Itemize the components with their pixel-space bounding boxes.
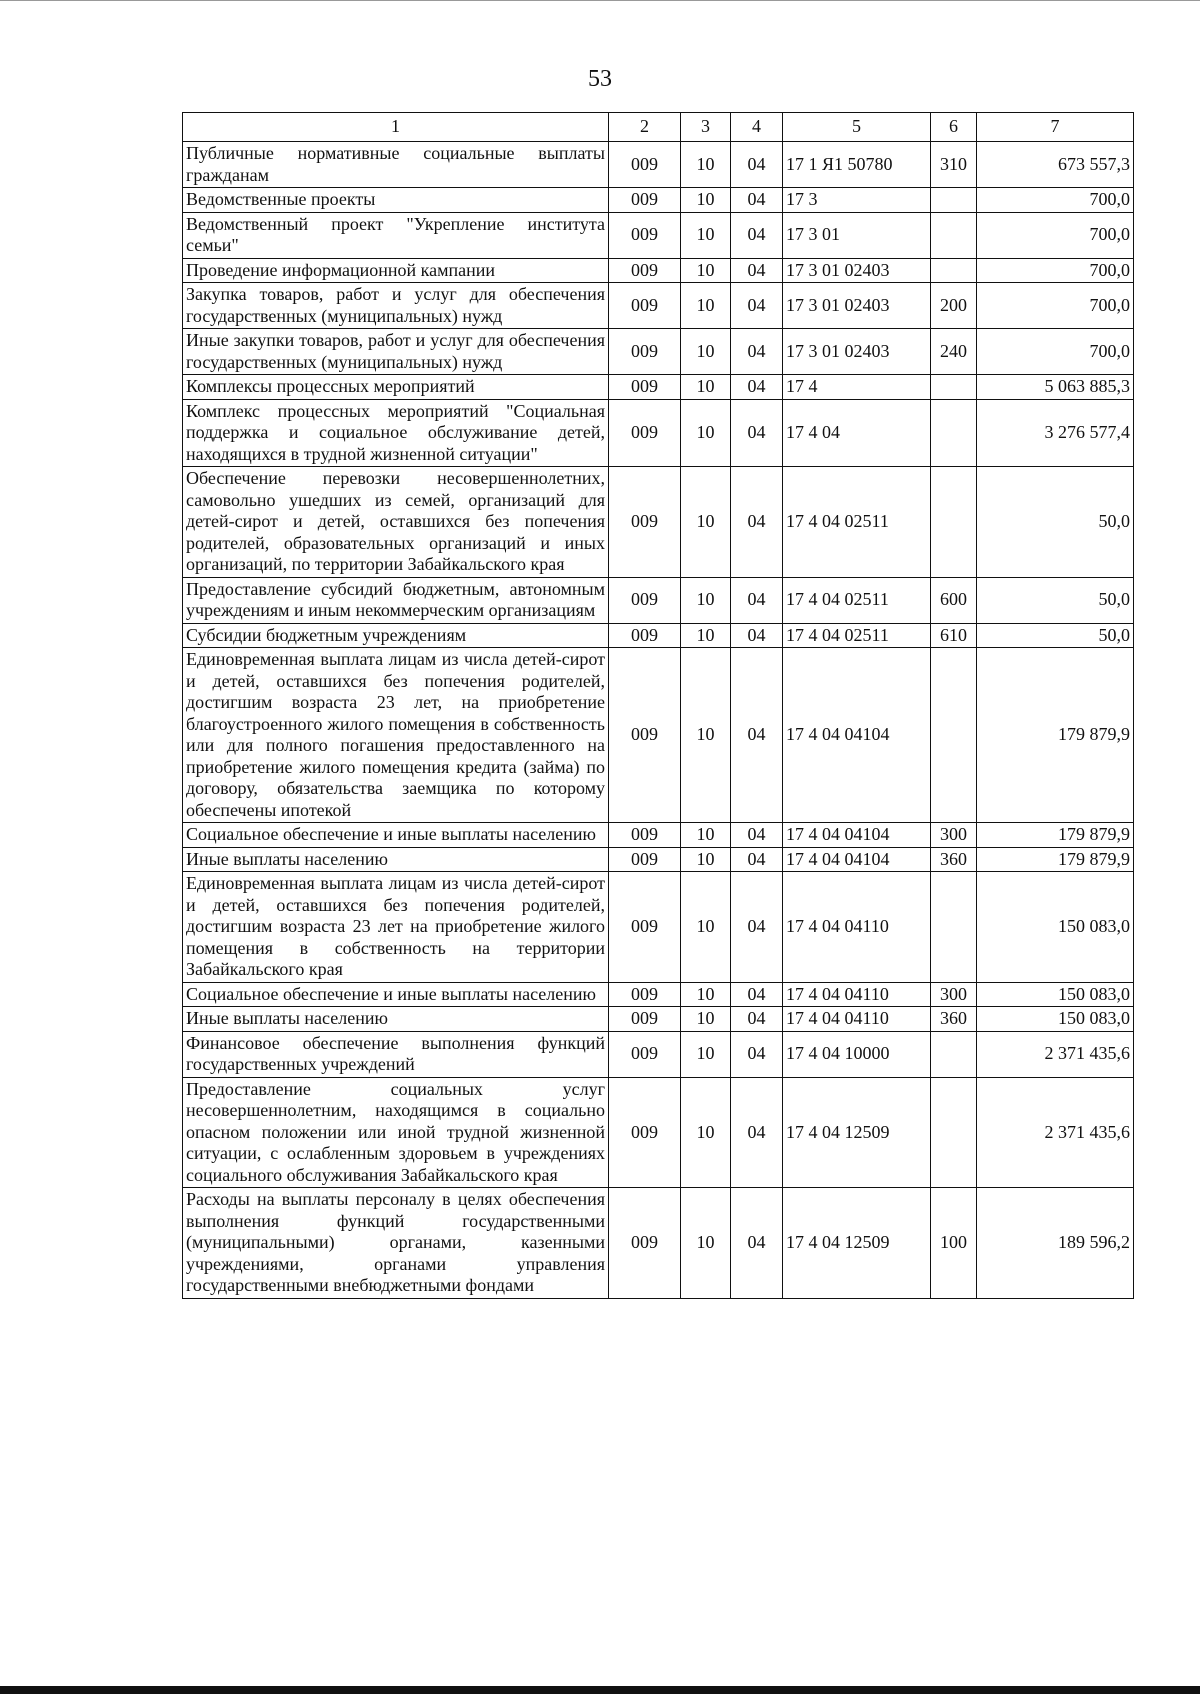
row-target-article: 17 4 04 04110 [783, 1007, 931, 1032]
row-expense-type: 100 [931, 1188, 977, 1299]
header-col-4: 4 [731, 113, 783, 142]
table-row [183, 1077, 1134, 1188]
row-section: 10 [681, 577, 731, 623]
row-expense-type: 300 [931, 982, 977, 1007]
scan-edge-top [0, 0, 1200, 1]
row-section: 10 [681, 847, 731, 872]
row-name: Публичные нормативные социальные выплаты гражданам [183, 142, 609, 188]
table-row [183, 872, 1134, 983]
row-subsection: 04 [731, 1031, 783, 1077]
header-row [183, 113, 1134, 142]
row-target-article: 17 3 01 [783, 212, 931, 258]
row-subsection: 04 [731, 623, 783, 648]
row-section: 10 [681, 1007, 731, 1032]
row-section: 10 [681, 283, 731, 329]
row-expense-type: 240 [931, 329, 977, 375]
row-name: Социальное обеспечение и иные выплаты населению [183, 823, 609, 848]
row-subsection: 04 [731, 872, 783, 983]
row-target-article: 17 4 04 [783, 399, 931, 467]
row-section: 10 [681, 329, 731, 375]
table-row [183, 623, 1134, 648]
row-ministry-code: 009 [609, 283, 681, 329]
row-target-article: 17 1 Я1 50780 [783, 142, 931, 188]
table-row [183, 1007, 1134, 1032]
row-section: 10 [681, 648, 731, 823]
row-expense-type [931, 212, 977, 258]
row-amount: 700,0 [977, 258, 1134, 283]
table-header [183, 113, 1134, 142]
row-target-article: 17 3 01 02403 [783, 258, 931, 283]
row-ministry-code: 009 [609, 329, 681, 375]
row-amount: 3 276 577,4 [977, 399, 1134, 467]
row-amount: 179 879,9 [977, 648, 1134, 823]
row-expense-type [931, 375, 977, 400]
row-amount: 50,0 [977, 623, 1134, 648]
row-expense-type [931, 188, 977, 213]
row-subsection: 04 [731, 375, 783, 400]
row-expense-type: 360 [931, 847, 977, 872]
row-section: 10 [681, 258, 731, 283]
table-row [183, 648, 1134, 823]
header-col-3: 3 [681, 113, 731, 142]
row-subsection: 04 [731, 142, 783, 188]
row-ministry-code: 009 [609, 375, 681, 400]
budget-table [182, 112, 1134, 1299]
row-ministry-code: 009 [609, 467, 681, 578]
row-section: 10 [681, 212, 731, 258]
row-target-article: 17 3 01 02403 [783, 283, 931, 329]
page-number: 53 [588, 66, 612, 92]
row-name: Ведомственные проекты [183, 188, 609, 213]
header-col-6: 6 [931, 113, 977, 142]
row-target-article: 17 4 04 02511 [783, 577, 931, 623]
row-expense-type [931, 1031, 977, 1077]
row-target-article: 17 3 [783, 188, 931, 213]
row-subsection: 04 [731, 982, 783, 1007]
row-section: 10 [681, 1188, 731, 1299]
table-row [183, 399, 1134, 467]
row-name: Иные выплаты населению [183, 1007, 609, 1032]
row-subsection: 04 [731, 212, 783, 258]
row-ministry-code: 009 [609, 188, 681, 213]
row-ministry-code: 009 [609, 982, 681, 1007]
scan-edge-bottom [0, 1686, 1200, 1694]
row-expense-type [931, 258, 977, 283]
row-subsection: 04 [731, 399, 783, 467]
row-amount: 150 083,0 [977, 982, 1134, 1007]
table-row [183, 1188, 1134, 1299]
row-target-article: 17 4 04 04104 [783, 648, 931, 823]
row-section: 10 [681, 872, 731, 983]
row-expense-type: 310 [931, 142, 977, 188]
row-ministry-code: 009 [609, 823, 681, 848]
header-col-1: 1 [183, 113, 609, 142]
row-amount: 5 063 885,3 [977, 375, 1134, 400]
row-subsection: 04 [731, 1007, 783, 1032]
header-col-2: 2 [609, 113, 681, 142]
row-expense-type [931, 1077, 977, 1188]
row-subsection: 04 [731, 648, 783, 823]
row-target-article: 17 4 04 10000 [783, 1031, 931, 1077]
row-subsection: 04 [731, 577, 783, 623]
row-section: 10 [681, 1077, 731, 1188]
row-name: Ведомственный проект "Укрепление института семьи" [183, 212, 609, 258]
row-section: 10 [681, 1031, 731, 1077]
row-name: Комплексы процессных мероприятий [183, 375, 609, 400]
row-name: Субсидии бюджетным учреждениям [183, 623, 609, 648]
row-target-article: 17 4 04 02511 [783, 467, 931, 578]
row-name: Единовременная выплата лицам из числа детей-сирот и детей, оставшихся без попечения родителей, достигшим возраста 23 лет на приобретение жилого помещения в собственность на территории Забайкальского края [183, 872, 609, 983]
row-ministry-code: 009 [609, 142, 681, 188]
row-name: Иные выплаты населению [183, 847, 609, 872]
row-name: Иные закупки товаров, работ и услуг для обеспечения государственных (муниципальных) нужд [183, 329, 609, 375]
row-name: Предоставление субсидий бюджетным, автономным учреждениям и иным некоммерческим организациям [183, 577, 609, 623]
row-amount: 673 557,3 [977, 142, 1134, 188]
row-expense-type: 300 [931, 823, 977, 848]
row-subsection: 04 [731, 847, 783, 872]
row-amount: 150 083,0 [977, 872, 1134, 983]
row-expense-type: 600 [931, 577, 977, 623]
row-ministry-code: 009 [609, 648, 681, 823]
row-subsection: 04 [731, 467, 783, 578]
row-expense-type [931, 648, 977, 823]
row-subsection: 04 [731, 1077, 783, 1188]
row-section: 10 [681, 142, 731, 188]
table-row [183, 467, 1134, 578]
table-row [183, 329, 1134, 375]
row-ministry-code: 009 [609, 872, 681, 983]
row-ministry-code: 009 [609, 1188, 681, 1299]
row-amount: 189 596,2 [977, 1188, 1134, 1299]
row-subsection: 04 [731, 258, 783, 283]
row-ministry-code: 009 [609, 847, 681, 872]
table-row [183, 982, 1134, 1007]
row-name: Комплекс процессных мероприятий "Социальная поддержка и социальное обслуживание детей, находящихся в трудной жизненной ситуации" [183, 399, 609, 467]
table-row [183, 577, 1134, 623]
row-target-article: 17 4 04 02511 [783, 623, 931, 648]
row-section: 10 [681, 375, 731, 400]
row-expense-type [931, 467, 977, 578]
row-target-article: 17 4 [783, 375, 931, 400]
row-subsection: 04 [731, 329, 783, 375]
row-name: Социальное обеспечение и иные выплаты населению [183, 982, 609, 1007]
row-target-article: 17 4 04 04104 [783, 847, 931, 872]
row-amount: 50,0 [977, 467, 1134, 578]
row-ministry-code: 009 [609, 623, 681, 648]
row-ministry-code: 009 [609, 399, 681, 467]
row-amount: 2 371 435,6 [977, 1031, 1134, 1077]
table-row [183, 212, 1134, 258]
row-amount: 179 879,9 [977, 823, 1134, 848]
row-expense-type [931, 872, 977, 983]
row-section: 10 [681, 467, 731, 578]
row-name: Проведение информационной кампании [183, 258, 609, 283]
row-ministry-code: 009 [609, 212, 681, 258]
row-expense-type: 610 [931, 623, 977, 648]
row-section: 10 [681, 623, 731, 648]
row-ministry-code: 009 [609, 1007, 681, 1032]
row-section: 10 [681, 188, 731, 213]
row-target-article: 17 4 04 12509 [783, 1077, 931, 1188]
row-section: 10 [681, 823, 731, 848]
row-name: Закупка товаров, работ и услуг для обеспечения государственных (муниципальных) нужд [183, 283, 609, 329]
row-amount: 700,0 [977, 188, 1134, 213]
row-amount: 700,0 [977, 283, 1134, 329]
row-amount: 150 083,0 [977, 1007, 1134, 1032]
row-target-article: 17 4 04 04104 [783, 823, 931, 848]
table-row [183, 847, 1134, 872]
table-row [183, 283, 1134, 329]
row-subsection: 04 [731, 1188, 783, 1299]
row-target-article: 17 4 04 04110 [783, 982, 931, 1007]
row-name: Финансовое обеспечение выполнения функций государственных учреждений [183, 1031, 609, 1077]
row-name: Предоставление социальных услуг несовершеннолетним, находящимся в социально опасном положении или иной трудной жизненной ситуации, с ослабленным здоровьем в учреждениях социального обслуживания Забайкальского края [183, 1077, 609, 1188]
row-ministry-code: 009 [609, 1077, 681, 1188]
table-row [183, 142, 1134, 188]
table-row [183, 1031, 1134, 1077]
row-target-article: 17 4 04 12509 [783, 1188, 931, 1299]
row-name: Расходы на выплаты персоналу в целях обеспечения выполнения функций государственными (муниципальными) органами, казенными учреждениями, органами управления государственными внебюджетными фондами [183, 1188, 609, 1299]
row-target-article: 17 4 04 04110 [783, 872, 931, 983]
row-subsection: 04 [731, 823, 783, 848]
row-expense-type [931, 399, 977, 467]
row-target-article: 17 3 01 02403 [783, 329, 931, 375]
row-ministry-code: 009 [609, 577, 681, 623]
header-col-5: 5 [783, 113, 931, 142]
row-subsection: 04 [731, 283, 783, 329]
row-amount: 2 371 435,6 [977, 1077, 1134, 1188]
row-name: Обеспечение перевозки несовершеннолетних, самовольно ушедших из семей, организаций для детей-сирот и детей, оставшихся без попечения родителей, образовательных организаций и иных организаций, по территории Забайкальского края [183, 467, 609, 578]
row-ministry-code: 009 [609, 1031, 681, 1077]
table-row [183, 375, 1134, 400]
table-row [183, 188, 1134, 213]
table-row [183, 823, 1134, 848]
row-amount: 700,0 [977, 212, 1134, 258]
row-amount: 700,0 [977, 329, 1134, 375]
row-section: 10 [681, 982, 731, 1007]
table-body [183, 142, 1134, 1299]
row-section: 10 [681, 399, 731, 467]
header-col-7: 7 [977, 113, 1134, 142]
table-row [183, 258, 1134, 283]
row-expense-type: 200 [931, 283, 977, 329]
row-ministry-code: 009 [609, 258, 681, 283]
row-expense-type: 360 [931, 1007, 977, 1032]
row-amount: 50,0 [977, 577, 1134, 623]
row-subsection: 04 [731, 188, 783, 213]
row-amount: 179 879,9 [977, 847, 1134, 872]
row-name: Единовременная выплата лицам из числа детей-сирот и детей, оставшихся без попечения родителей, достигшим возраста 23 лет, на приобретение благоустроенного жилого помещения в собственность или для полного погашения предоставленного на приобретение жилого помещения кредита (займа) по договору, обязательства заемщика по которому обеспечены ипотекой [183, 648, 609, 823]
